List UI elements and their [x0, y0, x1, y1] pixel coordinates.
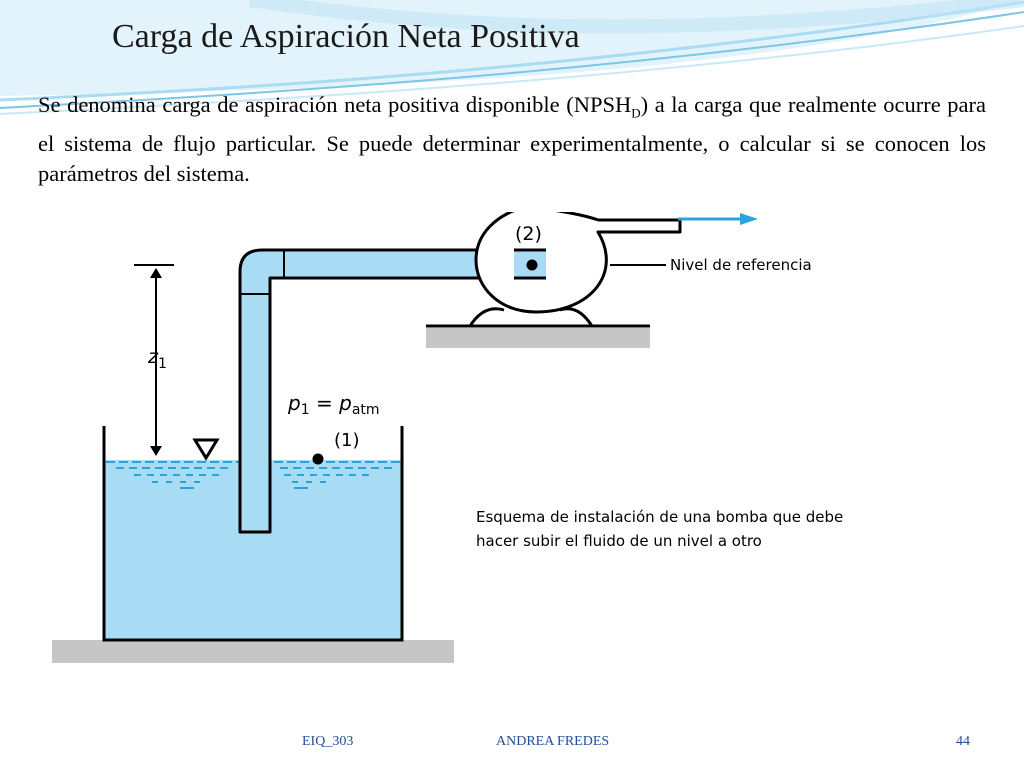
- point-2-label: (2): [515, 223, 542, 245]
- point-2-marker: [527, 260, 538, 271]
- pump-installation-diagram: [52, 212, 922, 682]
- point-1-label: (1): [334, 430, 360, 451]
- footer-page-number: 44: [956, 734, 970, 749]
- height-symbol: z: [148, 346, 158, 368]
- slide-title: Carga de Aspiración Neta Positiva: [112, 18, 580, 55]
- diagram-caption-line2: hacer subir el fluido de un nivel a otro: [476, 532, 762, 550]
- height-subscript: 1: [157, 356, 167, 372]
- footer-author: ANDREA FREDES: [496, 734, 610, 749]
- body-paragraph: [38, 90, 986, 189]
- pressure-rhs-symbol: p: [339, 391, 352, 415]
- tank-ground: [52, 640, 454, 663]
- reference-level-label: Nivel de referencia: [670, 256, 812, 274]
- paragraph-part2: ) a la carga que realmente ocurre para el sistema de flujo particular. Se puede determinar experimentalmente, o calcular si se conocen los parámetros del sistema.: [38, 92, 987, 186]
- paragraph-subscript: D: [631, 105, 641, 121]
- pressure-lhs-subscript: 1: [300, 402, 310, 418]
- pump-ground: [426, 328, 650, 348]
- pressure-equals: =: [309, 391, 340, 415]
- diagram-caption-line1: Esquema de instalación de una bomba que debe: [476, 508, 844, 526]
- pressure-rhs-subscript: atm: [351, 402, 380, 418]
- pressure-lhs-symbol: p: [288, 391, 301, 415]
- paragraph-part1: Se denomina carga de aspiración neta positiva disponible (NPSH: [38, 92, 632, 117]
- footer-course: EIQ_303: [302, 734, 354, 749]
- point-1-marker: [313, 454, 324, 465]
